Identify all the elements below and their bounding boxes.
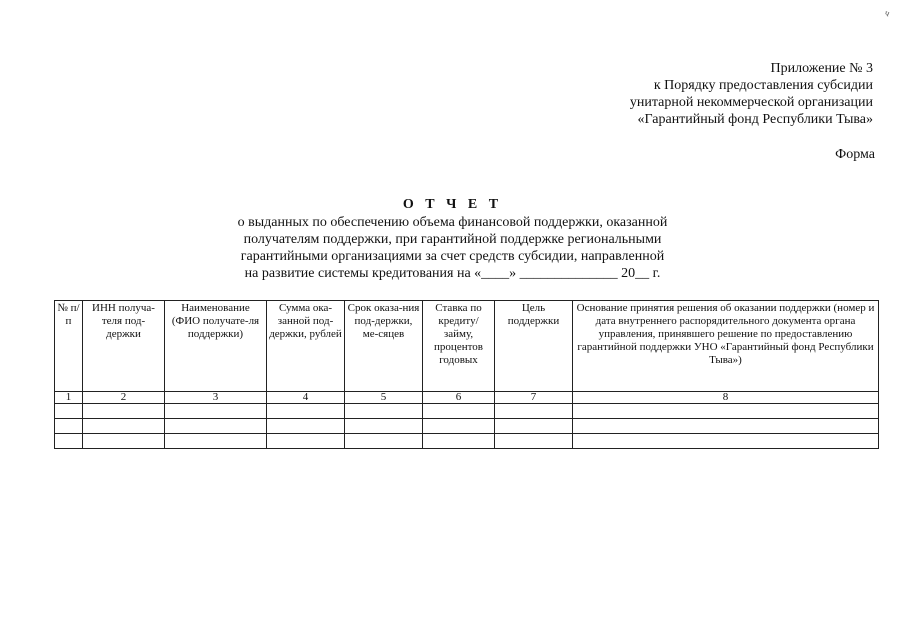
empty-table-row	[55, 419, 879, 434]
empty-cell	[345, 419, 423, 434]
empty-cell	[423, 404, 495, 419]
form-label: Форма	[835, 147, 875, 162]
empty-cell	[55, 404, 83, 419]
column-number-cell: 3	[165, 392, 267, 404]
empty-cell	[423, 419, 495, 434]
empty-cell	[267, 434, 345, 449]
empty-cell	[573, 419, 879, 434]
empty-cell	[165, 419, 267, 434]
header-cell: Сумма ока-занной под-держки, рублей	[267, 301, 345, 392]
header-cell: Ставка по кредиту/ займу, процентов годовых	[423, 301, 495, 392]
empty-cell	[495, 404, 573, 419]
column-number-cell: 4	[267, 392, 345, 404]
empty-cell	[345, 434, 423, 449]
header-cell: Основание принятия решения об оказании поддержки (номер и дата внутреннего распорядительного документа органа управления, принявшего решение по предоставлению гарантийной поддержки УНО «Гарантийный фонд Республики Тыва»)	[573, 301, 879, 392]
appendix-line: Приложение № 3	[770, 61, 873, 76]
report-table	[54, 300, 879, 449]
empty-cell	[55, 434, 83, 449]
subtitle-line: получателям поддержки, при гарантийной поддержке региональными	[243, 232, 662, 247]
document-title: О Т Ч Е Т	[402, 197, 503, 212]
empty-cell	[573, 404, 879, 419]
empty-cell	[495, 434, 573, 449]
empty-cell	[83, 434, 165, 449]
empty-cell	[267, 404, 345, 419]
header-cell: Срок оказа-ния под-держки, ме-сяцев	[345, 301, 423, 392]
header-cell: № п/п	[55, 301, 83, 392]
corner-handwritten-mark: ч	[883, 7, 892, 19]
column-number-row	[55, 392, 879, 404]
appendix-line: «Гарантийный фонд Республики Тыва»	[637, 112, 873, 127]
header-cell: Цель поддержки	[495, 301, 573, 392]
header-cell: ИНН получа-теля под-держки	[83, 301, 165, 392]
appendix-line: унитарной некоммерческой организации	[629, 95, 873, 110]
column-number-cell: 1	[55, 392, 83, 404]
empty-cell	[573, 434, 879, 449]
appendix-block	[630, 60, 873, 128]
column-number-cell: 5	[345, 392, 423, 404]
column-number-cell: 2	[83, 392, 165, 404]
column-number-cell: 7	[495, 392, 573, 404]
document-subtitle	[0, 214, 905, 282]
table-header-row	[55, 301, 879, 392]
empty-cell	[165, 434, 267, 449]
subtitle-line: о выданных по обеспечению объема финансовой поддержки, оказанной	[237, 215, 668, 230]
column-number-cell: 6	[423, 392, 495, 404]
empty-cell	[423, 434, 495, 449]
appendix-line: к Порядку предоставления субсидии	[653, 78, 873, 93]
subtitle-line: гарантийными организациями за счет средств субсидии, направленной	[240, 249, 665, 264]
empty-cell	[55, 419, 83, 434]
empty-cell	[267, 419, 345, 434]
header-cell: Наименование (ФИО получате-ля поддержки)	[165, 301, 267, 392]
empty-cell	[165, 404, 267, 419]
empty-table-row	[55, 404, 879, 419]
empty-cell	[83, 419, 165, 434]
empty-cell	[345, 404, 423, 419]
column-number-cell: 8	[573, 392, 879, 404]
empty-table-row	[55, 434, 879, 449]
empty-cell	[83, 404, 165, 419]
subtitle-line: на развитие системы кредитования на «____» ______________ 20__ г.	[244, 266, 661, 281]
empty-cell	[495, 419, 573, 434]
